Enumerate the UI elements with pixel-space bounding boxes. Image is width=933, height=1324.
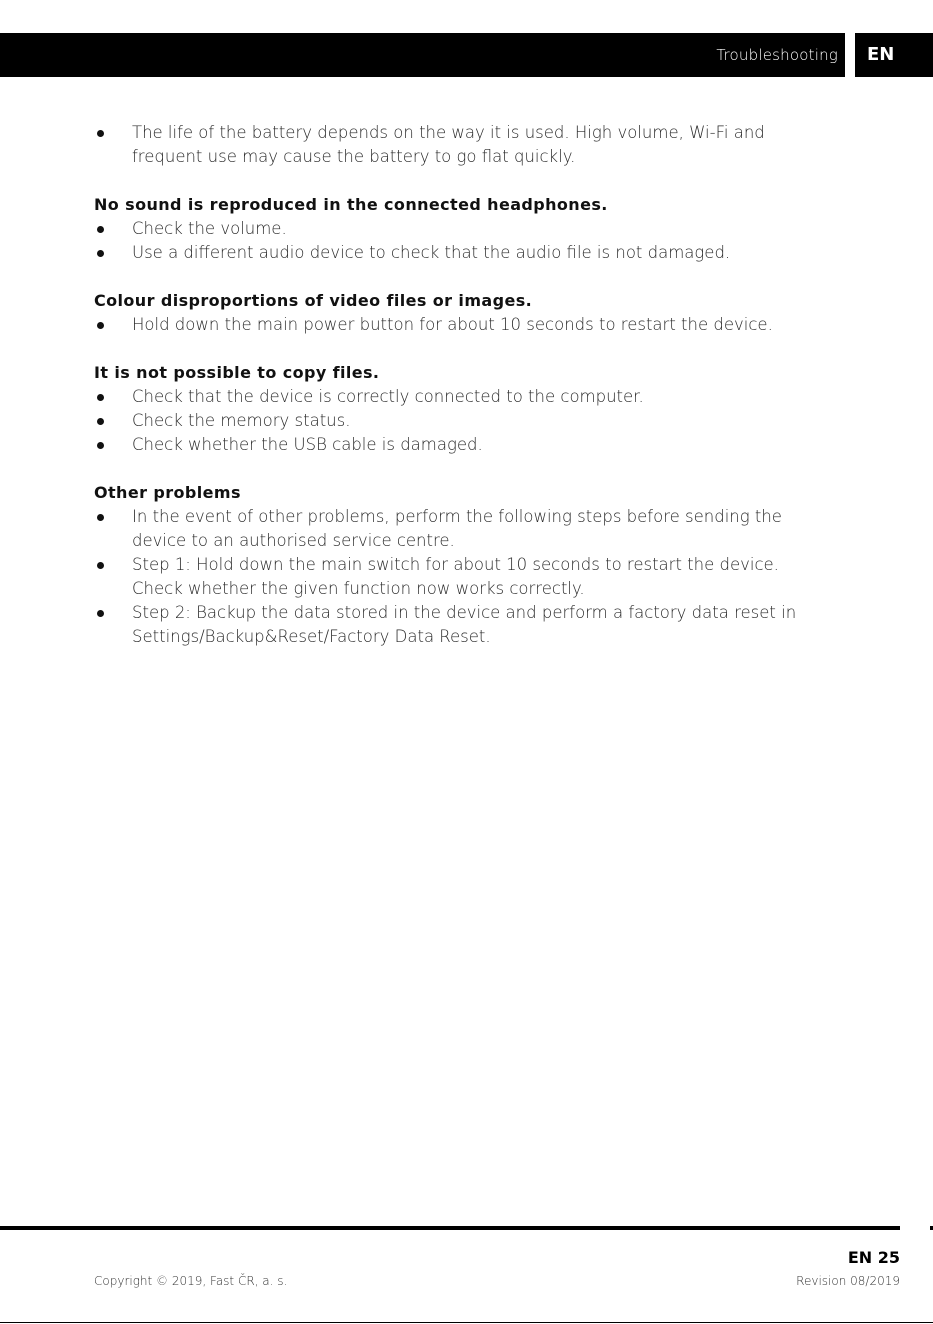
bullet-icon: [97, 226, 104, 233]
list-item-text: Step 2: Backup the data stored in the device and perform a factory data reset in Settings/Backup&Reset/Factory Data Reset.: [132, 603, 797, 646]
list-item: [94, 409, 834, 433]
footer-divider: [0, 1226, 900, 1230]
bullet-icon: [97, 250, 104, 257]
list-item-text: In the event of other problems, perform the following steps before sending the device to an authorised service centre.: [132, 507, 782, 550]
bullet-icon: [97, 442, 104, 449]
bullet-icon: [97, 610, 104, 617]
list-item: [94, 313, 834, 337]
section-heading: No sound is reproduced in the connected headphones.: [94, 195, 608, 214]
bullet-list: [94, 313, 834, 337]
revision-label: Revision 08/2019: [796, 1274, 900, 1288]
page-content: [94, 121, 834, 673]
section-no-sound: [94, 193, 834, 265]
bullet-icon: [97, 130, 104, 137]
page-number: EN 25: [847, 1248, 900, 1267]
bullet-list: [94, 385, 834, 457]
section-heading: It is not possible to copy files.: [94, 363, 380, 382]
list-item-text: Step 1: Hold down the main switch for about 10 seconds to restart the device. Check whether the given function now works correctly.: [132, 555, 779, 598]
list-item: [94, 433, 834, 457]
list-item-text: Check that the device is correctly connected to the computer.: [132, 387, 644, 406]
list-item: [94, 241, 834, 265]
section-copy-files: [94, 361, 834, 457]
bullet-list: [94, 505, 834, 649]
list-item: [94, 553, 834, 601]
section-heading: Other problems: [94, 483, 241, 502]
list-item-text: Check the volume.: [132, 219, 287, 238]
bullet-icon: [97, 394, 104, 401]
bullet-list: [94, 121, 834, 169]
section-other-problems: [94, 481, 834, 649]
language-badge: EN: [855, 33, 933, 77]
bullet-icon: [97, 418, 104, 425]
list-item: [94, 121, 834, 169]
section-battery: [94, 121, 834, 169]
list-item-text: Check whether the USB cable is damaged.: [132, 435, 483, 454]
list-item-text: Check the memory status.: [132, 411, 351, 430]
page-bottom-line: [0, 1322, 933, 1323]
header-bar: [0, 33, 845, 77]
list-item-text: Hold down the main power button for about 10 seconds to restart the device.: [132, 315, 773, 334]
bullet-icon: [97, 322, 104, 329]
section-heading: Colour disproportions of video files or images.: [94, 291, 533, 310]
section-title: Troubleshooting: [716, 46, 838, 64]
list-item-text: Use a different audio device to check that the audio file is not damaged.: [132, 243, 731, 262]
section-colour: [94, 289, 834, 337]
list-item: [94, 385, 834, 409]
bullet-list: [94, 217, 834, 265]
bullet-icon: [97, 514, 104, 521]
list-item: [94, 601, 834, 649]
list-item: [94, 505, 834, 553]
bullet-icon: [97, 562, 104, 569]
copyright-notice: Copyright © 2019, Fast ČR, a. s.: [94, 1274, 288, 1288]
list-item-text: The life of the battery depends on the way it is used. High volume, Wi-Fi and frequent use may cause the battery to go flat quickly.: [132, 123, 765, 166]
list-item: [94, 217, 834, 241]
